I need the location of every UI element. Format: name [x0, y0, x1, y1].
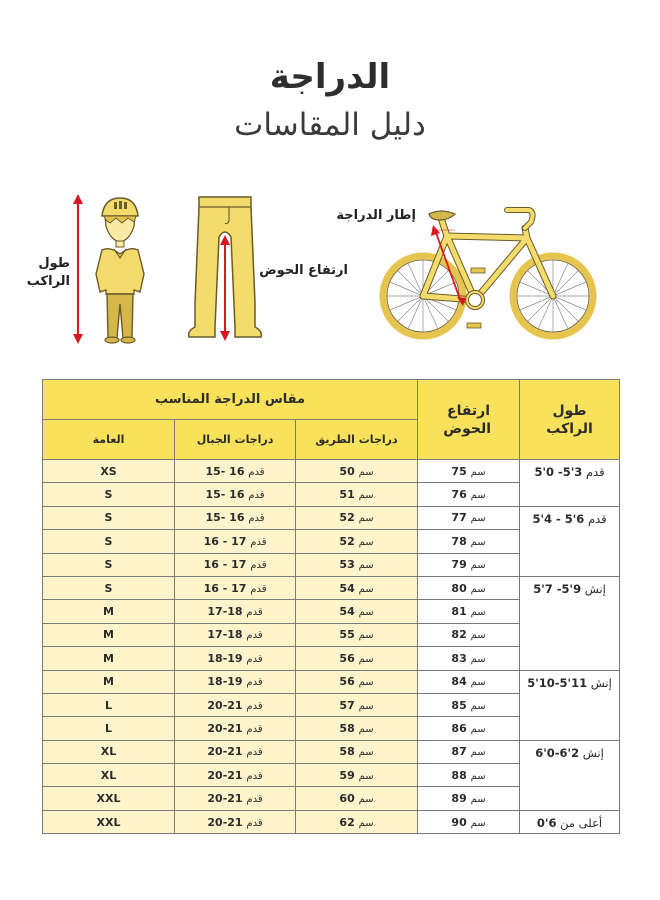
general-size-cell-value: M	[103, 605, 114, 619]
mountain-bike-cell-unit: قدم	[246, 794, 263, 806]
rider-height-label	[18, 255, 70, 291]
mountain-bike-cell-value: 20-21	[207, 698, 243, 712]
rider-height-label-line2: الراكب	[26, 274, 70, 289]
mountain-bike-cell-value: 20-21	[207, 792, 243, 806]
road-bike-cell-value: 56	[339, 651, 355, 665]
road-bike-cell	[296, 764, 418, 787]
header-road-bikes: دراجات الطريق	[296, 420, 418, 460]
road-bike-cell-unit: سم	[358, 747, 374, 759]
mountain-bike-cell-value: 18-19	[207, 675, 243, 689]
rider-height-range: 5'4 - 5'6	[532, 511, 585, 526]
general-size-cell	[43, 693, 175, 716]
rider-height-range: 5'0 -5'3	[534, 465, 583, 479]
mountain-bike-cell-unit: قدم	[246, 700, 263, 712]
road-bike-cell-value: 54	[339, 581, 355, 595]
mountain-bike-cell-unit: قدم	[246, 770, 263, 782]
mountain-bike-cell	[175, 764, 296, 787]
inseam-cell-unit: سم	[470, 513, 486, 525]
page-subtitle: دليل المقاسات	[234, 107, 426, 143]
table-row	[43, 670, 620, 693]
general-size-cell	[43, 764, 175, 787]
rider-height-cell	[520, 506, 620, 576]
rider-height-range: 6'0-6'2	[535, 745, 580, 760]
road-bike-cell	[296, 670, 418, 693]
road-bike-cell	[296, 530, 418, 553]
mountain-bike-cell	[175, 717, 296, 740]
inseam-cell	[418, 460, 520, 483]
mountain-bike-cell-value: 16 - 17	[203, 558, 247, 572]
road-bike-cell	[296, 693, 418, 716]
inseam-cell-unit: سم	[470, 747, 486, 759]
general-size-cell-value: M	[103, 675, 114, 689]
header-mountain-bikes: دراجات الجبال	[175, 420, 296, 460]
general-size-cell	[43, 647, 175, 670]
road-bike-cell	[296, 810, 418, 833]
inseam-cell-unit: سم	[470, 770, 486, 782]
inseam-cell-value: 79	[451, 558, 467, 572]
road-bike-cell-value: 62	[339, 815, 355, 829]
general-size-cell-value: M	[103, 651, 114, 665]
rider-height-unit: إنش	[590, 675, 612, 690]
mountain-bike-cell-value: 20-21	[207, 768, 243, 782]
road-bike-cell	[296, 506, 418, 529]
general-size-cell	[43, 740, 175, 763]
road-bike-cell-unit: سم	[358, 607, 374, 619]
inseam-cell-unit: سم	[470, 466, 486, 478]
mountain-bike-cell	[175, 600, 296, 623]
mountain-bike-cell-unit: قدم	[246, 723, 263, 735]
inseam-cell	[418, 810, 520, 833]
road-bike-cell-unit: سم	[358, 583, 374, 595]
page-title: الدراجة	[269, 57, 391, 97]
general-size-cell-value: L	[105, 721, 113, 735]
table-row	[43, 576, 620, 599]
inseam-cell	[418, 647, 520, 670]
inseam-cell-value: 76	[451, 488, 467, 502]
road-bike-cell-unit: سم	[358, 817, 374, 829]
general-size-cell	[43, 623, 175, 646]
road-bike-cell-value: 52	[339, 534, 355, 548]
mountain-bike-cell-value: 20-21	[207, 745, 243, 759]
road-bike-cell	[296, 647, 418, 670]
inseam-cell	[418, 530, 520, 553]
mountain-bike-cell	[175, 553, 296, 576]
road-bike-cell-unit: سم	[358, 536, 374, 548]
road-bike-cell	[296, 553, 418, 576]
general-size-cell	[43, 506, 175, 529]
road-bike-cell	[296, 623, 418, 646]
rider-height-cell	[520, 576, 620, 670]
road-bike-cell-unit: سم	[358, 560, 374, 572]
inseam-cell-unit: سم	[470, 794, 486, 806]
table-row	[43, 740, 620, 763]
general-size-cell	[43, 483, 175, 506]
general-size-cell-value: S	[104, 511, 113, 525]
general-size-cell-value: XL	[100, 745, 117, 759]
inseam-cell-value: 88	[451, 768, 467, 782]
inseam-cell-value: 82	[451, 628, 467, 642]
inseam-cell-unit: سم	[470, 677, 486, 689]
inseam-cell-unit: سم	[470, 723, 486, 735]
general-size-cell	[43, 600, 175, 623]
inseam-cell-unit: سم	[470, 700, 486, 712]
rider-height-range: 0'6	[536, 815, 557, 830]
road-bike-cell-unit: سم	[358, 513, 374, 525]
general-size-cell	[43, 530, 175, 553]
inseam-cell-unit: سم	[470, 560, 486, 572]
size-chart-table	[42, 379, 620, 834]
mountain-bike-cell	[175, 670, 296, 693]
road-bike-cell-unit: سم	[358, 677, 374, 689]
header-general: العامة	[43, 420, 175, 460]
inseam-label: ارتفاع الحوض	[259, 263, 348, 278]
rider-height-cell	[520, 670, 620, 740]
general-size-cell-value: M	[103, 628, 114, 642]
road-bike-cell-value: 55	[339, 628, 355, 642]
mountain-bike-cell-value: 15- 16	[205, 511, 245, 525]
mountain-bike-cell	[175, 787, 296, 810]
table-row	[43, 460, 620, 483]
road-bike-cell	[296, 483, 418, 506]
header-inseam: ارتفاع الحوض	[418, 380, 520, 460]
rider-height-cell	[520, 740, 620, 810]
inseam-cell	[418, 740, 520, 763]
mountain-bike-cell-value: 18-19	[207, 651, 243, 665]
inseam-cell	[418, 576, 520, 599]
inseam-cell-value: 80	[451, 581, 467, 595]
mountain-bike-cell-unit: قدم	[250, 536, 267, 548]
mountain-bike-cell	[175, 483, 296, 506]
mountain-bike-cell-value: 20-21	[207, 815, 243, 829]
road-bike-cell-unit: سم	[358, 466, 374, 478]
road-bike-cell-value: 53	[339, 558, 355, 572]
inseam-cell-value: 83	[451, 651, 467, 665]
inseam-cell-value: 77	[451, 511, 467, 525]
inseam-cell	[418, 483, 520, 506]
road-bike-cell-unit: سم	[358, 770, 374, 782]
mountain-bike-cell-unit: قدم	[246, 607, 263, 619]
inseam-cell	[418, 787, 520, 810]
inseam-cell-value: 86	[451, 721, 467, 735]
rider-height-unit: إنش	[582, 745, 604, 760]
inseam-cell-unit: سم	[470, 583, 486, 595]
rider-height-unit: قدم	[587, 511, 607, 526]
road-bike-cell-unit: سم	[358, 490, 374, 502]
road-bike-cell-unit: سم	[358, 794, 374, 806]
inseam-cell-value: 87	[451, 745, 467, 759]
road-bike-cell-value: 54	[339, 605, 355, 619]
inseam-cell	[418, 717, 520, 740]
road-bike-cell-unit: سم	[358, 630, 374, 642]
general-size-cell-value: XXL	[96, 815, 121, 829]
rider-height-unit: أعلى من	[560, 815, 603, 830]
inseam-cell-unit: سم	[470, 817, 486, 829]
road-bike-cell-value: 57	[339, 698, 355, 712]
road-bike-cell-value: 58	[339, 745, 355, 759]
road-bike-cell-unit: سم	[358, 723, 374, 735]
road-bike-cell-value: 59	[339, 768, 355, 782]
general-size-cell	[43, 810, 175, 833]
mountain-bike-cell-value: 17-18	[207, 628, 243, 642]
road-bike-cell-value: 51	[339, 488, 355, 502]
mountain-bike-cell-value: 15- 16	[205, 488, 245, 502]
rider-height-range: 5'7 -5'9	[533, 581, 582, 596]
general-size-cell-value: XS	[100, 464, 117, 478]
mountain-bike-cell-unit: قدم	[246, 653, 263, 665]
road-bike-cell	[296, 740, 418, 763]
rider-height-unit: إنش	[584, 581, 606, 596]
mountain-bike-cell	[175, 576, 296, 599]
general-size-cell-value: XL	[100, 768, 117, 782]
inseam-cell	[418, 506, 520, 529]
general-size-cell-value: S	[104, 534, 113, 548]
general-size-cell-value: S	[104, 558, 113, 572]
general-size-cell-value: L	[105, 698, 113, 712]
mountain-bike-cell-unit: قدم	[248, 513, 265, 525]
inseam-cell-unit: سم	[470, 607, 486, 619]
inseam-cell-value: 75	[451, 464, 467, 478]
inseam-cell-unit: سم	[470, 653, 486, 665]
mountain-bike-cell	[175, 623, 296, 646]
road-bike-cell	[296, 576, 418, 599]
rider-height-label-line1: طول	[38, 256, 70, 271]
mountain-bike-cell-value: 16 - 17	[203, 581, 247, 595]
inseam-cell	[418, 670, 520, 693]
general-size-cell	[43, 717, 175, 740]
rider-height-cell	[520, 810, 620, 833]
mountain-bike-cell-unit: قدم	[246, 817, 263, 829]
header-bike-size: مقاس الدراجة المناسب	[43, 380, 418, 420]
road-bike-cell-value: 52	[339, 511, 355, 525]
road-bike-cell-value: 56	[339, 675, 355, 689]
inseam-cell-value: 89	[451, 792, 467, 806]
road-bike-cell	[296, 460, 418, 483]
inseam-cell-unit: سم	[470, 490, 486, 502]
inseam-cell-value: 84	[451, 675, 467, 689]
mountain-bike-cell-unit: قدم	[250, 583, 267, 595]
general-size-cell-value: S	[104, 488, 113, 502]
header-rider-height: طول الراكب	[520, 380, 620, 460]
bicycle-icon	[375, 200, 601, 340]
pants-figure-icon	[185, 193, 265, 345]
general-size-cell	[43, 670, 175, 693]
mountain-bike-cell-unit: قدم	[248, 466, 265, 478]
mountain-bike-cell-value: 17-18	[207, 605, 243, 619]
mountain-bike-cell	[175, 647, 296, 670]
inseam-cell-value: 78	[451, 534, 467, 548]
general-size-cell-value: XXL	[96, 792, 121, 806]
mountain-bike-cell-unit: قدم	[246, 677, 263, 689]
table-row	[43, 810, 620, 833]
general-size-cell	[43, 576, 175, 599]
mountain-bike-cell	[175, 460, 296, 483]
inseam-cell	[418, 764, 520, 787]
road-bike-cell	[296, 717, 418, 740]
mountain-bike-cell-value: 20-21	[207, 721, 243, 735]
inseam-cell	[418, 600, 520, 623]
mountain-bike-cell	[175, 530, 296, 553]
rider-figure-icon	[70, 192, 160, 347]
table-row	[43, 506, 620, 529]
mountain-bike-cell-unit: قدم	[246, 630, 263, 642]
road-bike-cell-value: 60	[339, 792, 355, 806]
mountain-bike-cell	[175, 506, 296, 529]
mountain-bike-cell-unit: قدم	[246, 747, 263, 759]
road-bike-cell-unit: سم	[358, 653, 374, 665]
mountain-bike-cell-unit: قدم	[248, 490, 265, 502]
inseam-cell	[418, 623, 520, 646]
general-size-cell-value: S	[104, 581, 113, 595]
road-bike-cell-value: 58	[339, 721, 355, 735]
rider-height-unit: قدم	[585, 465, 605, 479]
mountain-bike-cell	[175, 810, 296, 833]
general-size-cell	[43, 787, 175, 810]
mountain-bike-cell-value: 15- 16	[205, 464, 245, 478]
inseam-cell-value: 81	[451, 605, 467, 619]
road-bike-cell	[296, 787, 418, 810]
inseam-cell-unit: سم	[470, 630, 486, 642]
rider-height-cell	[520, 460, 620, 507]
general-size-cell	[43, 460, 175, 483]
mountain-bike-cell-unit: قدم	[250, 560, 267, 572]
inseam-cell-value: 85	[451, 698, 467, 712]
mountain-bike-cell	[175, 740, 296, 763]
road-bike-cell-value: 50	[339, 464, 355, 478]
mountain-bike-cell	[175, 693, 296, 716]
rider-height-range: 5'10-5'11	[527, 675, 588, 690]
inseam-cell	[418, 693, 520, 716]
bike-frame-label: إطار الدراجة	[336, 208, 416, 223]
inseam-cell-value: 90	[451, 815, 467, 829]
road-bike-cell	[296, 600, 418, 623]
general-size-cell	[43, 553, 175, 576]
mountain-bike-cell-value: 16 - 17	[203, 534, 247, 548]
inseam-cell-unit: سم	[470, 536, 486, 548]
road-bike-cell-unit: سم	[358, 700, 374, 712]
inseam-cell	[418, 553, 520, 576]
